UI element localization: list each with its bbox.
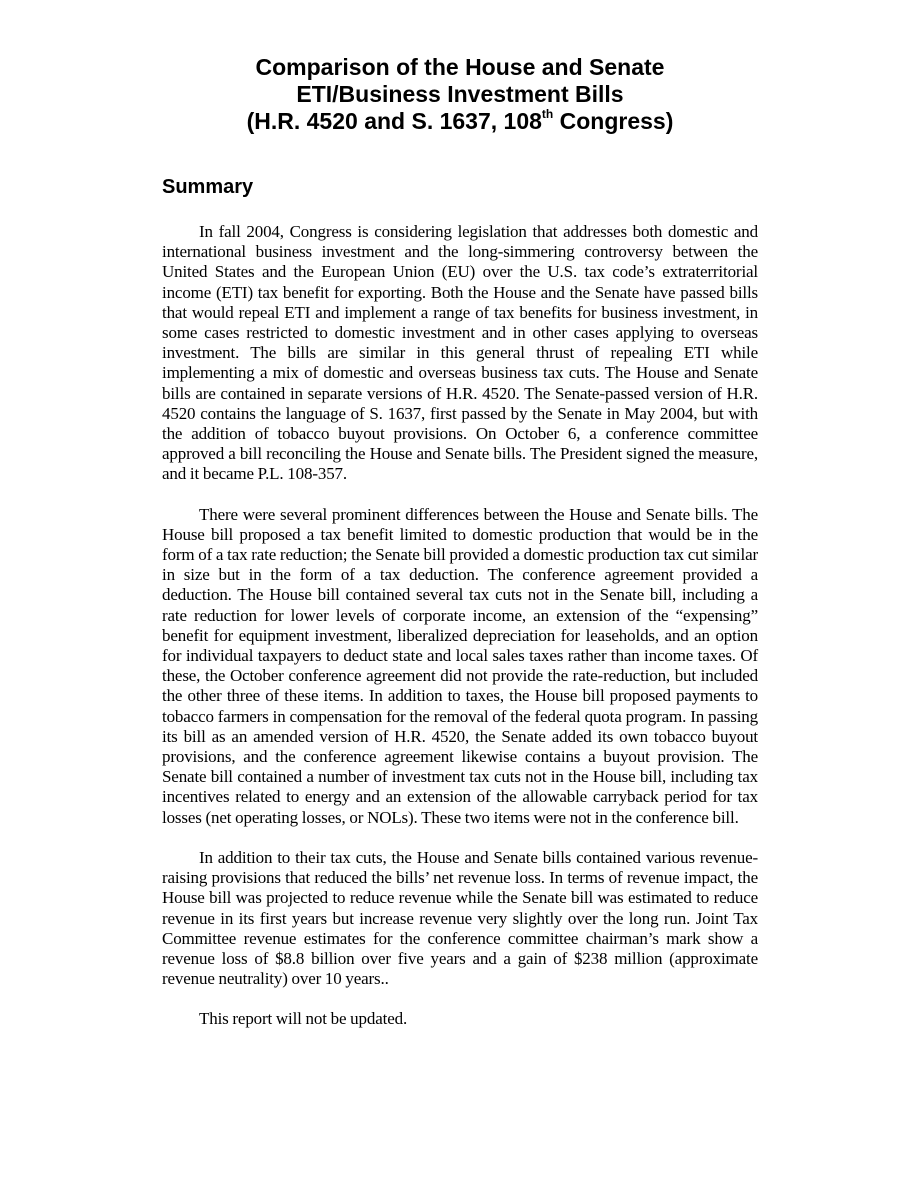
title-ordinal-superscript: th	[541, 107, 554, 122]
summary-paragraph-3: In addition to their tax cuts, the House and Senate bills contained various revenue-raising provisions that reduced the bills’ net revenue loss. In terms of revenue impact, the House bill was projected to reduce revenue while the Senate bill was estimated to reduce revenue in its first years but increase revenue very slightly over the long run. Joint Tax Committee revenue estimates for the conference committee chairman’s mark show a revenue loss of $8.8 billion over five years and a gain of $238 million (approximate revenue neutrality) over 10 years..	[162, 847, 758, 989]
title-line-3	[162, 108, 758, 135]
update-note: This report will not be updated.	[199, 1009, 408, 1029]
summary-paragraph-2: There were several prominent differences between the House and Senate bills. The House bill proposed a tax benefit limited to domestic production that would be in the form of a tax rate reduction; the Senate bill provided a domestic production tax cut similar in size but in the form of a tax deduction. The conference agreement provided a deduction. The House bill contained several tax cuts not in the Senate bill, including a rate reduction for lower levels of corporate income, an extension of the “expensing” benefit for equipment investment, liberalized depreciation for leaseholds, and an option for individual taxpayers to deduct state and local sales taxes rather than income taxes. Of these, the October conference agreement did not provide the rate-reduction, but included the other three of these items. In addition to taxes, the House bill proposed payments to tobacco farmers in compensation for the removal of the federal quota program. In passing its bill as an amended version of H.R. 4520, the Senate added its own tobacco buyout provisions, and the conference agreement likewise contains a buyout provision. The Senate bill contained a number of investment tax cuts not in the House bill, including tax incentives related to energy and an extension of the allowable carryback period for tax losses (net operating losses, or NOLs). These two items were not in the conference bill.	[162, 504, 758, 827]
title-line-3-prefix: (H.R. 4520 and S. 1637, 108	[246, 108, 542, 134]
summary-paragraph-1: In fall 2004, Congress is considering legislation that addresses both domestic and international business investment and the long-simmering controversy between the United States and the European Union (EU) over the U.S. tax code’s extraterritorial income (ETI) tax benefit for exporting. Both the House and the Senate have passed bills that would repeal ETI and implement a range of tax benefits for business investment, in some cases restricted to domestic investment and in other cases applying to overseas investment. The bills are similar in this general thrust of repealing ETI while implementing a mix of domestic and overseas business tax cuts. The House and Senate bills are contained in separate versions of H.R. 4520. The Senate-passed version of H.R. 4520 contains the language of S. 1637, first passed by the Senate in May 2004, but with the addition of tobacco buyout provisions. On October 6, a conference committee approved a bill reconciling the House and Senate bills. The President signed the measure, and it became P.L. 108-357.	[162, 222, 758, 484]
title-line-3-suffix: Congress)	[553, 108, 674, 134]
summary-heading: Summary	[162, 176, 254, 198]
document-title	[162, 54, 758, 135]
document-page	[162, 54, 758, 1050]
title-line-2: ETI/Business Investment Bills	[296, 81, 624, 107]
title-line-1: Comparison of the House and Senate	[255, 54, 665, 80]
